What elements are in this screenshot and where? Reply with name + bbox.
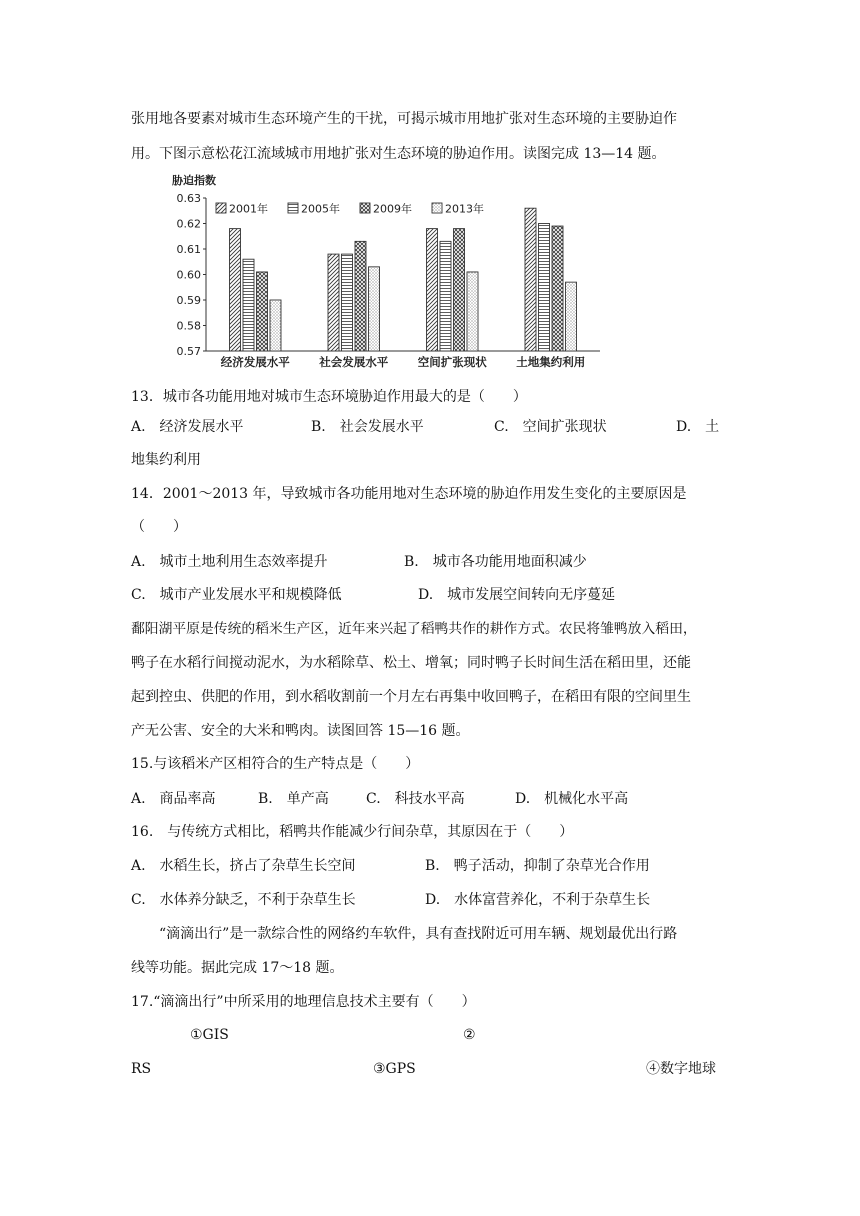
bar-3-2005年 bbox=[440, 241, 451, 351]
legend-label: 2009年 bbox=[373, 202, 412, 216]
y-tick-label: 0.57 bbox=[176, 345, 201, 358]
x-category-label: 土地集约利用 bbox=[516, 355, 586, 369]
q14-option-c[interactable]: C. 城市产业发展水平和规模降低 bbox=[131, 587, 342, 603]
passage3-line-1: “滴滴出行”是一款综合性的网络约车软件，具有查找附近可用车辆、规划最优出行路 bbox=[131, 926, 678, 942]
bar-1-2009年 bbox=[257, 272, 268, 351]
q13-stem: 13．城市各功能用地对城市生态环境胁迫作用最大的是（ ） bbox=[131, 389, 527, 405]
bar-2-2009年 bbox=[355, 241, 366, 351]
q14-stem: 14．2001～2013 年，导致城市各功能用地对生态环境的胁迫作用发生变化的主要原因是 bbox=[131, 486, 687, 502]
y-axis-label: 胁迫指数 bbox=[172, 174, 216, 187]
q17-option-1[interactable]: ①GIS bbox=[190, 1027, 229, 1043]
q16-option-d[interactable]: D. 水体富营养化，不利于杂草生长 bbox=[425, 892, 651, 908]
y-tick-label: 0.60 bbox=[176, 268, 201, 282]
bar-3-2001年 bbox=[427, 229, 438, 351]
bar-4-2005年 bbox=[539, 224, 550, 352]
q16-option-c[interactable]: C. 水体养分缺乏，不利于杂草生长 bbox=[131, 892, 356, 908]
q16-stem: 16. 与传统方式相比，稻鸭共作能减少行间杂草，其原因在于（ ） bbox=[131, 824, 574, 840]
y-tick-label: 0.62 bbox=[176, 217, 201, 231]
x-category-label: 社会发展水平 bbox=[319, 355, 389, 369]
passage2-line-3: 起到控虫、供肥的作用，到水稻收割前一个月左右再集中收回鸭子，在稻田有限的空间里生 bbox=[131, 689, 691, 705]
legend-label: 2005年 bbox=[301, 202, 340, 216]
bar-1-2005年 bbox=[243, 259, 254, 351]
q17-option-2[interactable]: ② bbox=[463, 1027, 476, 1043]
bar-2-2001年 bbox=[328, 254, 339, 351]
passage2-line-1: 鄱阳湖平原是传统的稻米生产区，近年来兴起了稻鸭共作的耕作方式。农民将雏鸭放入稻田， bbox=[131, 621, 697, 637]
passage3-line-2: 线等功能。据此完成 17～18 题。 bbox=[131, 960, 344, 976]
q17-option-2-continued: RS bbox=[131, 1061, 152, 1077]
bar-1-2001年 bbox=[230, 229, 241, 351]
q17-stem: 17.“滴滴出行”中所采用的地理信息技术主要有（ ） bbox=[131, 994, 476, 1010]
q15-option-a[interactable]: A. 商品率高 bbox=[131, 791, 216, 807]
y-tick-label: 0.61 bbox=[176, 243, 201, 256]
q17-option-3[interactable]: ③GPS bbox=[373, 1061, 416, 1077]
legend-label: 2013年 bbox=[445, 202, 484, 216]
q13-option-c[interactable]: C. 空间扩张现状 bbox=[494, 419, 607, 435]
q14-option-b[interactable]: B. 城市各功能用地面积减少 bbox=[404, 554, 587, 570]
q16-option-a[interactable]: A. 水稻生长，挤占了杂草生长空间 bbox=[131, 858, 356, 874]
legend-swatch bbox=[360, 203, 370, 213]
passage2-line-2: 鸭子在水稻行间搅动泥水，为水稻除草、松土、增氧；同时鸭子长时间生活在稻田里，还能 bbox=[131, 655, 691, 671]
bar-3-2009年 bbox=[454, 229, 465, 351]
bar-2-2005年 bbox=[342, 254, 353, 351]
q14-option-d[interactable]: D. 城市发展空间转向无序蔓延 bbox=[418, 587, 616, 603]
bar-4-2009年 bbox=[552, 226, 563, 351]
stress-index-bar-chart bbox=[168, 170, 608, 372]
bar-2-2013年 bbox=[369, 267, 380, 351]
y-tick-label: 0.59 bbox=[176, 294, 201, 307]
q15-option-b[interactable]: B. 单产高 bbox=[258, 791, 329, 807]
q17-option-4[interactable]: ④数字地球 bbox=[646, 1061, 716, 1077]
intro-line-2: 用。下图示意松花江流域城市用地扩张对生态环境的胁迫作用。读图完成 13—14 题。 bbox=[131, 146, 666, 162]
legend-swatch bbox=[432, 203, 442, 213]
legend-swatch bbox=[216, 203, 226, 213]
q13-option-a[interactable]: A. 经济发展水平 bbox=[131, 419, 244, 435]
y-tick-label: 0.63 bbox=[176, 192, 201, 205]
q13-option-b[interactable]: B. 社会发展水平 bbox=[311, 419, 424, 435]
q16-option-b[interactable]: B. 鸭子活动，抑制了杂草光合作用 bbox=[425, 858, 650, 874]
x-category-label: 空间扩张现状 bbox=[417, 355, 487, 369]
q15-option-c[interactable]: C. 科技水平高 bbox=[366, 791, 465, 807]
q13-option-d[interactable]: D. 土 bbox=[676, 419, 720, 435]
bar-3-2013年 bbox=[467, 272, 478, 351]
bar-4-2013年 bbox=[566, 282, 577, 351]
y-tick-label: 0.58 bbox=[176, 319, 201, 333]
q15-option-d[interactable]: D. 机械化水平高 bbox=[515, 791, 629, 807]
intro-line-1: 张用地各要素对城市生态环境产生的干扰，可揭示城市用地扩张对生态环境的主要胁迫作 bbox=[131, 111, 677, 127]
bar-1-2013年 bbox=[270, 300, 281, 351]
passage2-line-4: 产无公害、安全的大米和鸭肉。读图回答 15—16 题。 bbox=[131, 723, 470, 739]
bar-4-2001年 bbox=[525, 208, 536, 351]
q14-option-a[interactable]: A. 城市土地利用生态效率提升 bbox=[131, 554, 328, 570]
q15-stem: 15.与该稻米产区相符合的生产特点是（ ） bbox=[131, 756, 420, 772]
legend-label: 2001年 bbox=[229, 202, 268, 216]
q14-paren: （ ） bbox=[131, 519, 187, 535]
legend-swatch bbox=[288, 203, 298, 213]
x-category-label: 经济发展水平 bbox=[220, 355, 290, 369]
q13-option-d-continued: 地集约利用 bbox=[131, 452, 201, 468]
